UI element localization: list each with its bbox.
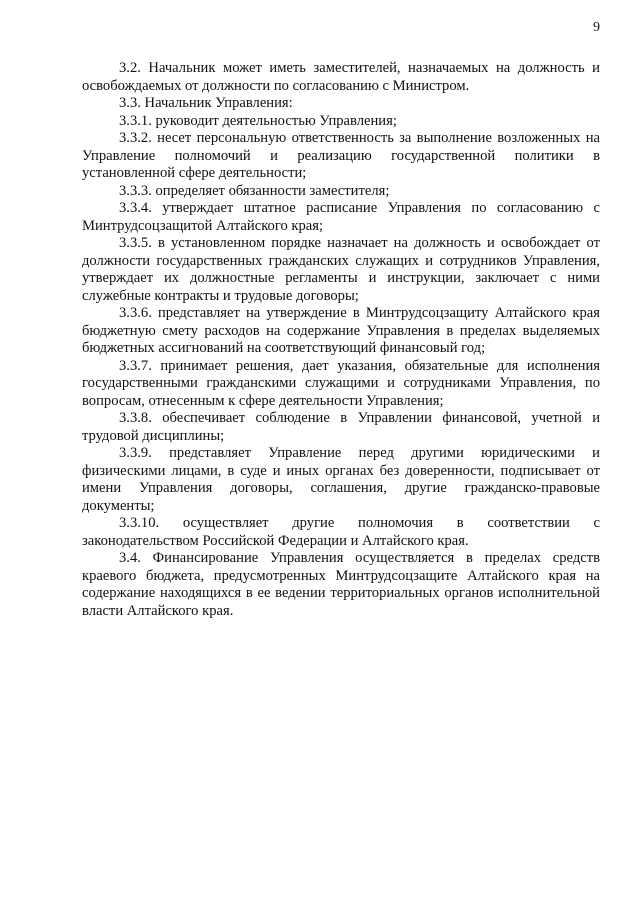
paragraph-3-3-7: 3.3.7. принимает решения, дает указания, обязательные для исполнения государственными гражданскими служащими и сотрудниками Управления, по вопросам, отнесенным к сфере деятельности Управления; — [82, 357, 600, 409]
paragraph-3-2: 3.2. Начальник может иметь заместителей, назначаемых на должность и освобождаемых от должности по согласованию с Министром. — [82, 60, 600, 94]
paragraph-3-3: 3.3. Начальник Управления: — [119, 95, 293, 111]
paragraph-3-3-3: 3.3.3. определяет обязанности заместителя; — [119, 182, 390, 199]
paragraph-3-3-1: 3.3.1. руководит деятельностью Управления; — [119, 112, 397, 129]
paragraph-3-3-4: 3.3.4. утверждает штатное расписание Управления по согласованию с Минтрудсоцзащитой Алтайского края; — [82, 200, 600, 234]
paragraph-3-3-6: 3.3.6. представляет на утверждение в Минтрудсоцзащиту Алтайского края бюджетную смету расходов на содержание Управления в пределах выделяемых бюджетных ассигнований на соответствующий финансовый год; — [82, 305, 600, 356]
page-number: 9 — [593, 20, 600, 35]
paragraph-3-3-9: 3.3.9. представляет Управление перед другими юридическими и физическими лицами, в суде и иных органах без доверенности, подписывает от имени Управления договоры, соглашения, другие гражданско-правовые документы; — [82, 445, 600, 514]
document-body — [82, 60, 600, 620]
paragraph-3-3-2: 3.3.2. несет персональную ответственность за выполнение возложенных на Управление полномочий и реализацию государственной политики в установленной сфере деятельности; — [82, 130, 600, 181]
paragraph-3-3-5: 3.3.5. в установленном порядке назначает на должность и освобождает от должности государственных гражданских служащих и сотрудников Управления, утверждает их должностные регламенты и инструкции, заключает с ними служебные контракты и трудовые договоры; — [82, 235, 600, 304]
paragraph-3-3-10: 3.3.10. осуществляет другие полномочия в соответствии с законодательством Российской Федерации и Алтайского края. — [82, 515, 600, 549]
paragraph-3-3-8: 3.3.8. обеспечивает соблюдение в Управлении финансовой, учетной и трудовой дисциплины; — [82, 410, 600, 444]
paragraph-3-4: 3.4. Финансирование Управления осуществляется в пределах средств краевого бюджета, предусмотренных Минтрудсоцзащите Алтайского края на содержание находящихся в ее ведении территориальных органов исполнительной власти Алтайского края. — [82, 550, 600, 619]
